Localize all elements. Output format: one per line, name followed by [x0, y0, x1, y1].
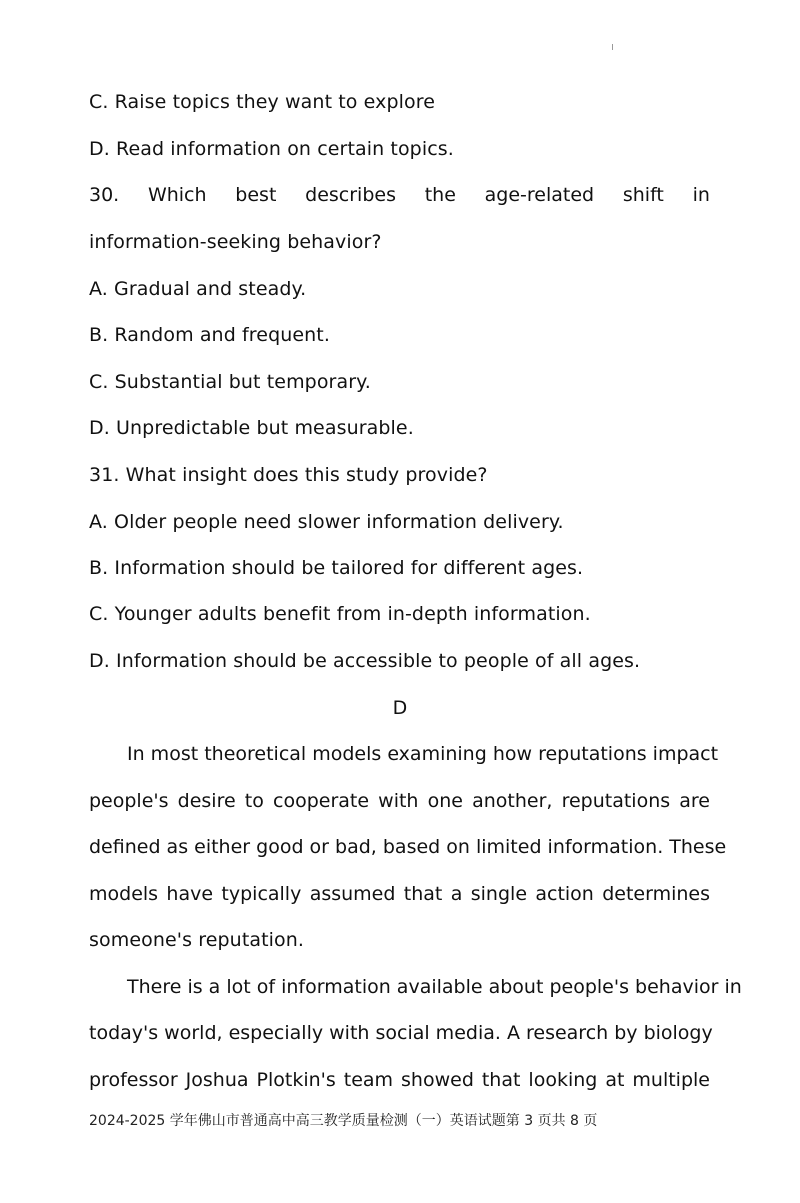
q30-stem-line2: information-seeking behavior?	[89, 231, 382, 253]
q30-option-b: B. Random and frequent.	[89, 324, 330, 346]
q30-stem-line1	[89, 182, 710, 208]
q30-option-a: A. Gradual and steady.	[89, 278, 307, 300]
para2-line: today's world, especially with social media. A research by biology	[89, 1022, 713, 1044]
section-heading-d: D	[392, 697, 408, 719]
page-footer: 2024-2025 学年佛山市普通高中高三教学质量检测（一）英语试题第 3 页共 8 页	[89, 1113, 598, 1129]
q31-option-a: A. Older people need slower information delivery.	[89, 511, 564, 533]
para1-line: In most theoretical models examining how reputations impact	[127, 743, 719, 765]
q30-stem-word: describes	[305, 184, 396, 206]
q30-stem-word: best	[235, 184, 277, 206]
q31-option-d: D. Information should be accessible to people of all ages.	[89, 650, 641, 672]
q30-stem-word: shift	[622, 184, 664, 206]
page-mark	[612, 44, 613, 50]
para1-line-last: someone's reputation.	[89, 929, 305, 951]
q30-stem-word: age-related	[484, 184, 595, 206]
q30-stem-word: 30.	[89, 184, 120, 206]
para1-line: defined as either good or bad, based on limited information. These	[89, 836, 727, 858]
q29-option-c: C. Raise topics they want to explore	[89, 91, 436, 113]
q31-stem: 31. What insight does this study provide?	[89, 464, 488, 486]
q31-option-b: B. Information should be tailored for different ages.	[89, 557, 584, 579]
q30-stem-word: the	[424, 184, 456, 206]
para1-line: models have typically assumed that a single action determines	[89, 883, 710, 905]
q30-stem-word: Which	[147, 184, 207, 206]
para2-line: professor Joshua Plotkin's team showed that looking at multiple	[89, 1069, 710, 1091]
q30-stem-word: in	[692, 184, 710, 206]
para1-line: people's desire to cooperate with one another, reputations are	[89, 790, 710, 812]
q30-option-d: D. Unpredictable but measurable.	[89, 417, 414, 439]
q29-option-d: D. Read information on certain topics.	[89, 138, 454, 160]
para2-line: There is a lot of information available about people's behavior in	[127, 976, 742, 998]
q30-option-c: C. Substantial but temporary.	[89, 371, 371, 393]
q31-option-c: C. Younger adults benefit from in-depth information.	[89, 603, 591, 625]
